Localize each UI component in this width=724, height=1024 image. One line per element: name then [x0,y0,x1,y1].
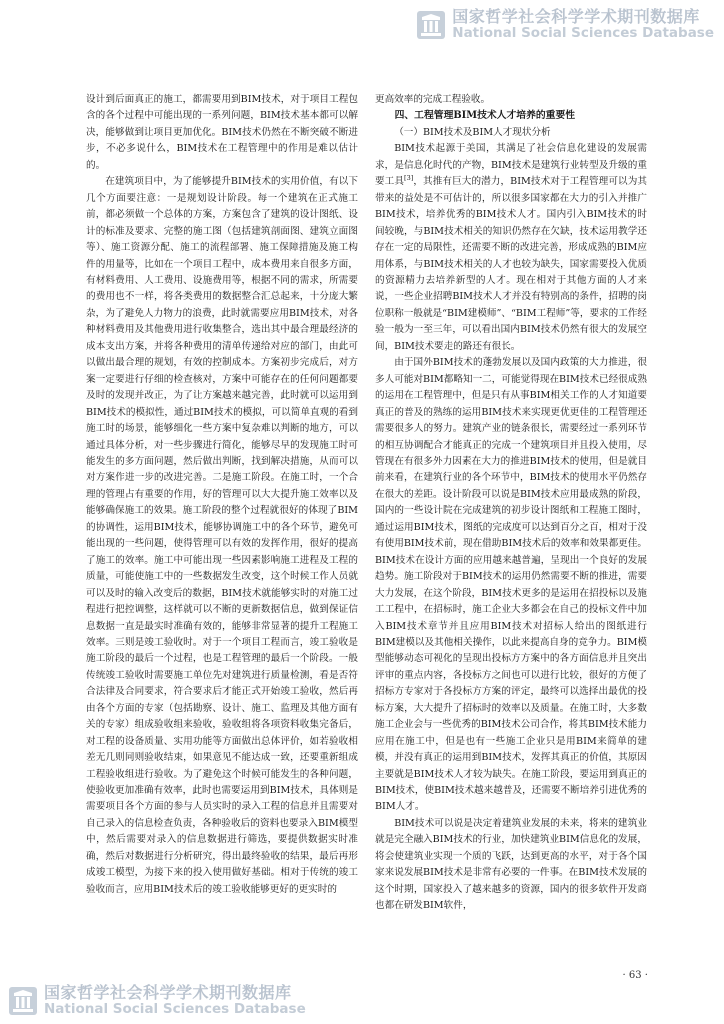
watermark-top [416,8,714,42]
right-paragraph-1-rest: ，其推有巨大的潜力，BIM技术对于工程管理可以为其带来的益处是不可估计的，所以很多国家都在大力的引入并推广BIM技术，培养优秀的BIM技术人才。国内引入BIM技术的时间较晚，与BIM技术相关的知识仍然存在欠缺，技术运用教学还存在一定的局限性，还需要不断的改进完善，形成成熟的BIM应用体系，与BIM技术相关的人才也较为缺失，国家需要投入优质的资源精力去培养新型的人才。现在相对于其他方面的人才来说，一些企业招聘BIM技术人才并没有特别高的条件，招聘的岗位职称一般就是“BIM建模师”、“BIM工程师”等，要求的工作经验一般为一至三年，可以看出国内BIM技术仍然有很大的发展空间，BIM技术要走的路还有很长。 [375,176,648,352]
subsection-heading: （一）BIM技术及BIM人才现状分析 [394,126,551,138]
watermark-bottom-name-en: National Social Sciences Database [44,1001,306,1018]
database-logo-icon [8,986,38,1016]
right-paragraph-2: 由于国外BIM技术的蓬勃发展以及国内政策的大力推进，很多人可能对BIM都略知一二，可能觉得现在BIM技术已经很成熟的运用在工程管理中，但是只有从事BIM相关工作的人才知道要真正的普及的熟练的运用BIM技术来实现更优更佳的工程管理还需要很多人的努力。建筑产业的链条很长，需要经过一系列环节的相互协调配合才能真正的完成一个建筑项目并且投入使用，尽管现在有很多外力因素在大力的推进BIM技术的使用，但是就目前来看，在建筑行业的各个环节中，BIM技术的使用水平仍然存在很大的差距。设计阶段可以说是BIM技术应用最成熟的阶段，国内的一些设计院在完成建筑的初步设计图纸和工程施工图时，通过运用BIM技术，图纸的完成度可以达到百分之百，相对于没有使用BIM技术前，现在借助BIM技术后的效率和效果都更佳。BIM技术在设计方面的应用越来越普遍，呈现出一个良好的发展趋势。施工阶段对于BIM技术的运用仍然需要不断的推进，需要大力发展，在这个阶段，BIM技术更多的是运用在招投标以及施工工程中，在招标时，施工企业大多都会在自己的投标文件中加入BIM技术章节并且应用BIM技术对招标人给出的图纸进行BIM建模以及其他相关操作，以此来提高自身的竞争力。BIM模型能够动态可视化的呈现出投标方方案中的各方面信息并且突出评审的重点内容，各投标方之间也可以进行比较，很好的方便了招标方专家对于各投标方方案的评定，最终可以选择出最优的投标方案，大大提升了招标时的效率以及质量。在施工时，大多数施工企业会与一些优秀的BIM技术公司合作，将其BIM技术能力应用在施工中，但是也有一些施工企业只是用BIM来简单的建模，并没有真正的运用到BIM技术，发挥其真正的价值，其原因主要就是BIM技术人才较为缺失。在施工阶段，要运用到真正的BIM技术，使BIM技术越来越普及，还需要不断培养引进优秀的BIM人才。 [375,357,647,813]
page-number: · 63 · [622,970,648,981]
citation-marker: [3] [404,174,414,183]
section-heading: 四、工程管理BIM技术人才培养的重要性 [394,110,576,122]
database-logo-icon [416,10,446,40]
right-paragraph-0: 更高效率的完成工程验收。 [375,94,491,105]
left-column [86,92,358,898]
left-paragraph-2: 在建筑项目中，为了能够提升BIM技术的实用价值，有以下几个方面要注意：一是规划设计阶段。每一个建筑在正式施工前，都必须做一个总体的方案，方案包含了建筑的设计图纸、设计的标准及要求、完整的施工图（包括建筑剖面图、建筑立面图等）、施工资源分配、施工的流程部署、施工保障措施及施工构件的用量等，比如在一个项目工程中，成本费用来自很多方面，有材料费用、人工费用、设施费用等，根据不同的需求，所需要的费用也不一样，将各类费用的数据整合汇总起来，十分庞大繁杂，为了避免人力物力的浪费，此时就需要应用BIM技术，对各种材料费用及其他费用进行收集整合，选出其中最合理最经济的成本支出方案，并将各种费用的清单传递给对应的部门，由此可以做出最合理的规划，有效的控制成本。方案初步完成后，对方案一定要进行仔细的检查核对，方案中可能存在的任何问题都要及时的发现并改正，为了让方案越来越完善，此时就可以运用到BIM技术的模拟性，通过BIM技术的模拟，可以简单直观的看到施工时的场景，能够细化一些方案中复杂难以判断的地方，可以通过具体分析，对一些步骤进行简化，能够尽早的发现施工时可能发生的多方面问题，然后做出判断，找到解决措施，从而可以对方案作进一步的改进完善。二是施工阶段。在施工时，一个合理的管理占有重要的作用，好的管理可以大大提升施工效率以及能够确保施工的效果。施工阶段的整个过程就很好的体现了BIM的协调性，运用BIM技术，能够协调施工中的各个环节，避免可能出现的一些问题，使得管理可以有效的发挥作用，很好的提高了施工的效率。施工中可能出现一些因素影响施工进程及工程的质量，可能使施工中的一些数据发生改变，这个时候工作人员就可以及时的输入改变后的数据，BIM技术就能够实时的对施工过程进行把控调整，这样就可以不断的更新数据信息，做到保证信息数据一直是最实时准确有效的，能够非常显著的提升工程施工效率。三则是竣工验收时。对于一个项目工程而言，竣工验收是施工阶段的最后一个过程，也是工程管理的最后一个阶段。一般传统竣工验收时需要施工单位先对建筑进行质量检测，看是否符合法律及合同要求，符合要求后才能正式开始竣工验收，然后再由各个方面的专家（包括勘察、设计、施工、监理及其他方面有关的专家）组成验收组来验收，验收组将各项资料收集完备后，对工程的设备质量、实用功能等方面做出总体评价，如若验收相差无几则同则验收结束，如果意见不能达成一致，还要重新组成工程验收组进行验收。为了避免这个时候可能发生的各种问题，使验收更加准确有效率，此时也需要运用到BIM技术，具体则是需要项目各个方面的参与人员实时的录入工程的信息并且需要对自己录入的信息检查负责，各种验收后的资料也要录入BIM模型中，然后需要对录入的信息数据进行筛选，要提供数据实时准确，然后对数据进行分析研究，得出最终验收的结果，最后再形成竣工模型，为接下来的投入使用做好基础。相对于传统的竣工验收而言，应用BIM技术后的竣工验收能够更好的更实时的 [86,176,358,895]
right-column [375,92,647,915]
right-paragraph-1 [375,141,647,355]
watermark-bottom-name-cn: 国家哲学社会科学学术期刊数据库 [44,983,292,1003]
right-paragraph-3: BIM技术可以说是决定着建筑业发展的未来，将来的建筑业就是完全融入BIM技术的行业，加快建筑业BIM信息化的发展，将会使建筑业实现一个质的飞跃，达到更高的水平，对于各个国家来说发展BIM技术是非常有必要的一件事。在BIM技术发展的这个时期，国家投入了越来越多的资源，国内的很多软件开发商也都在研发BIM软件， [375,817,647,912]
watermark-bottom [8,984,306,1018]
watermark-top-name-cn: 国家哲学社会科学学术期刊数据库 [452,7,700,26]
watermark-top-name-en: National Social Sciences Database [452,25,714,42]
left-paragraph-1: 设计到后面真正的施工，都需要用到BIM技术，对于项目工程包含的各个过程中可能出现的一系列问题，BIM技术基本都可以解决，能够做到让项目更加优化。BIM技术仍然在不断突破不断进步，不必多说什么，BIM技术在工程管理中的作用是难以估计的。 [86,94,358,171]
right-paragraph-1-lead: BIM技术起源于美国，其满足了社会信息化建设的发展需求，是信息化时代的产物，BIM技术是建筑行业转型及升级的重要工具 [375,143,647,188]
